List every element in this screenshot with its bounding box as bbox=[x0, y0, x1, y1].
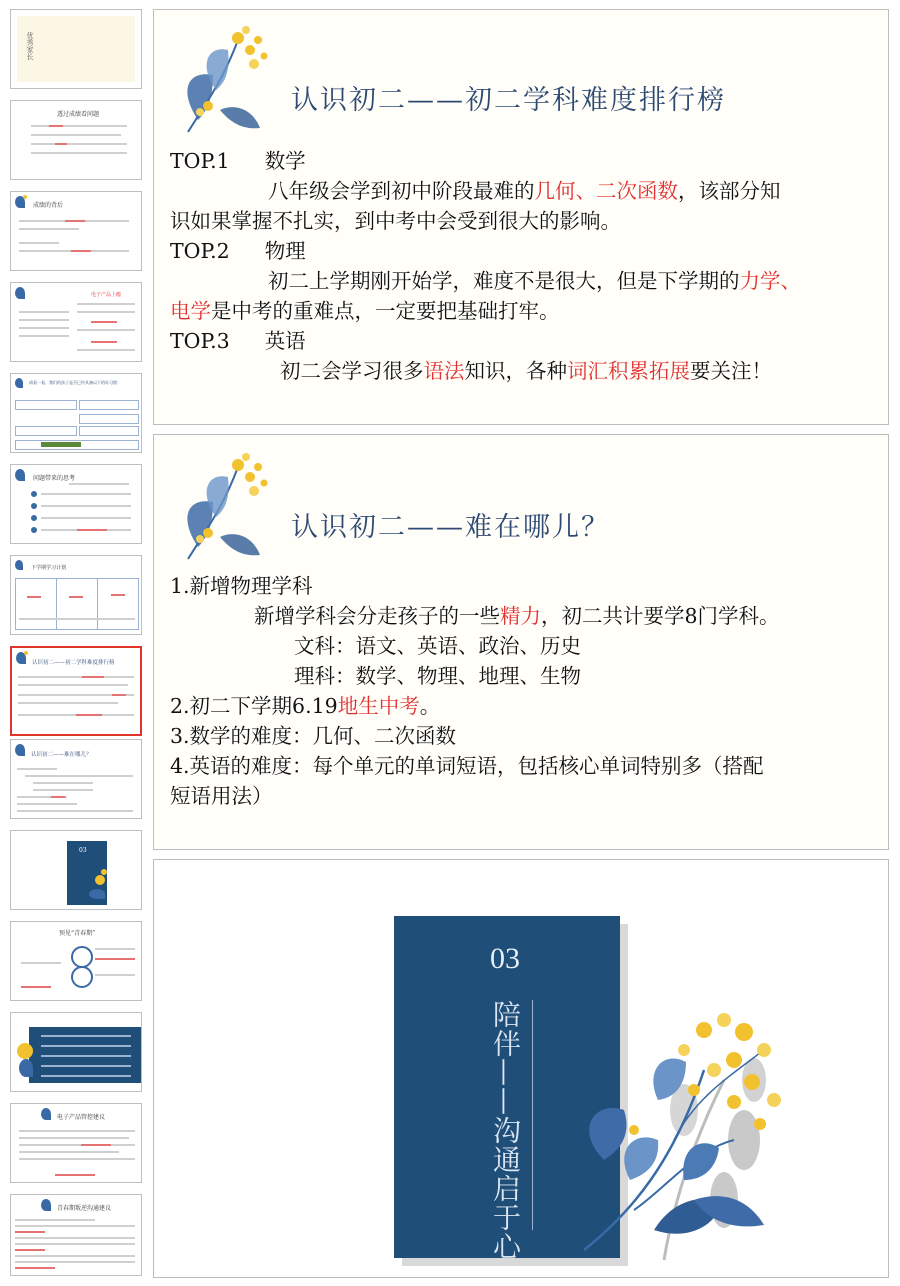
slide-difficulty-ranking bbox=[153, 9, 889, 425]
slide-title: 认识初二——初二学科难度排行榜 bbox=[291, 85, 726, 116]
slide-thumbnail-10[interactable] bbox=[10, 830, 142, 910]
slide-thumbnail-7[interactable] bbox=[10, 555, 142, 635]
slide-thumbnail-2[interactable] bbox=[10, 100, 142, 180]
point-4: 4.英语的难度：每个单元的单词短语，包括核心单词特别多（搭配 bbox=[170, 754, 764, 778]
thumbnail-title: 电子产品管控建议 bbox=[57, 1114, 106, 1121]
thumbnail-title: 电子产品上瘾 bbox=[91, 292, 122, 298]
slide-where-difficult bbox=[153, 434, 889, 850]
point-3: 3.数学的难度：几何、二次函数 bbox=[170, 724, 457, 748]
text: ，初二共计要学8门学科。 bbox=[541, 604, 780, 628]
slide-title: 认识初二——难在哪儿？ bbox=[291, 512, 610, 543]
slide-thumbnail-8[interactable] bbox=[10, 646, 142, 736]
top1-label: TOP.1 bbox=[170, 149, 230, 173]
slide-thumbnail-11[interactable] bbox=[10, 921, 142, 1001]
text: 2.初二下学期6.19 bbox=[170, 694, 338, 718]
vertical-divider bbox=[532, 1000, 533, 1230]
slide-thumbnail-14[interactable] bbox=[10, 1194, 142, 1276]
thumbnail-title: 优秀家长 bbox=[26, 32, 34, 60]
highlight-text: 精力 bbox=[500, 604, 541, 628]
section-title: 陪伴——沟通启于心 bbox=[489, 1000, 522, 1261]
slide-section-03 bbox=[153, 859, 889, 1278]
ranking-content bbox=[170, 146, 889, 386]
thumbnail-title: 预见“青春期” bbox=[59, 930, 96, 937]
highlight-text: 几何、二次函数 bbox=[534, 179, 678, 203]
thumbnail-number: 03 bbox=[79, 847, 87, 854]
section-number: 03 bbox=[490, 942, 520, 975]
top3-subject: 英语 bbox=[264, 329, 306, 353]
top1-row bbox=[170, 146, 889, 176]
highlight-text: 电学 bbox=[170, 299, 211, 323]
thumbnail-title: 透过成绩看问题 bbox=[57, 111, 100, 118]
text: 初二会学习很多 bbox=[280, 359, 424, 383]
thumbnail-title: 认识初二——难在哪儿？ bbox=[31, 752, 92, 758]
text: 是中考的重难点，一定要把基础打牢。 bbox=[211, 299, 560, 323]
text: 要关注！ bbox=[690, 359, 772, 383]
slide-thumbnail-13[interactable] bbox=[10, 1103, 142, 1183]
text: 。 bbox=[419, 694, 441, 718]
text: 初二上学期刚开始学，难度不是很大，但是下学期的 bbox=[268, 269, 740, 293]
slide-thumbnail-9[interactable] bbox=[10, 739, 142, 819]
flower-illustration-icon bbox=[574, 990, 794, 1260]
top2-subject: 物理 bbox=[264, 239, 306, 263]
text: 新增学科会分走孩子的一些 bbox=[254, 604, 500, 628]
flower-decoration-icon bbox=[168, 20, 278, 135]
flower-decoration-icon bbox=[168, 447, 278, 562]
top2-desc bbox=[170, 266, 889, 296]
highlight-text: 力学、 bbox=[739, 269, 801, 293]
top3-desc bbox=[170, 356, 889, 386]
sciences-line: 理科：数学、物理、地理、生物 bbox=[294, 664, 581, 688]
top1-subject: 数学 bbox=[264, 149, 306, 173]
top3-label: TOP.3 bbox=[170, 329, 230, 353]
top2-label: TOP.2 bbox=[170, 239, 230, 263]
top3-row bbox=[170, 326, 889, 356]
slide-thumbnail-12[interactable] bbox=[10, 1012, 142, 1092]
point-1-desc bbox=[170, 601, 889, 631]
top2-desc-cont bbox=[170, 296, 889, 326]
highlight-text: 语法 bbox=[423, 359, 465, 383]
point-2 bbox=[170, 691, 889, 721]
slide-thumbnail-3[interactable] bbox=[10, 191, 142, 271]
point-1: 1.新增物理学科 bbox=[170, 574, 313, 598]
text: 知识，各种 bbox=[464, 359, 567, 383]
top1-desc-cont: 识如果掌握不扎实，到中考中会受到很大的影响。 bbox=[170, 209, 621, 233]
thumbnail-title: 请看一看，我们的孩子是否已经具备以下的好习惯： bbox=[29, 380, 121, 385]
thumbnail-title: 问题带来的思考 bbox=[33, 475, 76, 482]
text: ，该部分知 bbox=[678, 179, 781, 203]
slide-thumbnail-1[interactable] bbox=[10, 9, 142, 89]
top2-row bbox=[170, 236, 889, 266]
point-4-cont: 短语用法） bbox=[170, 784, 273, 808]
highlight-text: 词汇积累拓展 bbox=[567, 359, 690, 383]
text: 八年级会学到初中阶段最难的 bbox=[268, 179, 535, 203]
thumbnail-title: 青春期叛逆沟通建议 bbox=[57, 1205, 112, 1212]
difficulty-content bbox=[170, 571, 889, 811]
thumbnail-title: 认识初二——初二学科难度排行榜 bbox=[32, 660, 115, 666]
highlight-text: 地生中考 bbox=[337, 694, 420, 718]
liberal-arts-line: 文科：语文、英语、政治、历史 bbox=[294, 634, 581, 658]
slide-thumbnail-5[interactable] bbox=[10, 373, 142, 453]
slide-thumbnail-4[interactable] bbox=[10, 282, 142, 362]
top1-desc bbox=[170, 176, 889, 206]
slide-thumbnail-6[interactable] bbox=[10, 464, 142, 544]
thumbnail-title: 下学期学习计划 bbox=[31, 565, 67, 571]
thumbnail-title: 成绩的背后 bbox=[33, 202, 64, 209]
